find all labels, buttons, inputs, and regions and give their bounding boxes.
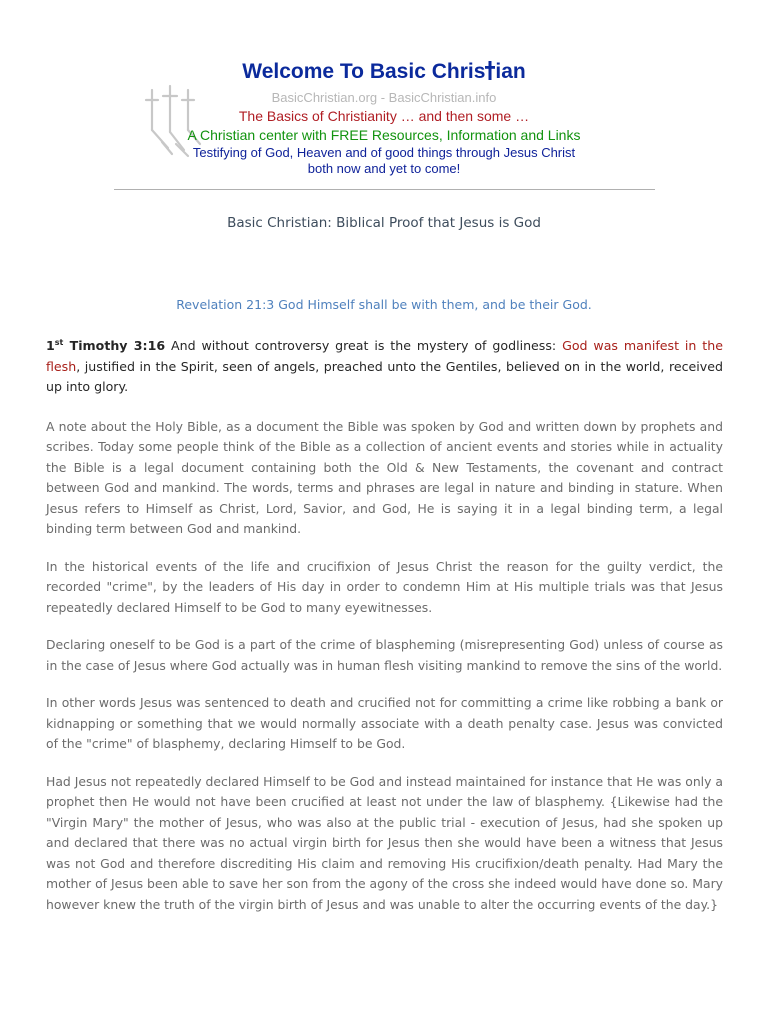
header-divider	[114, 189, 655, 190]
site-header	[0, 0, 768, 200]
site-title: Welcome To Basic Chris ian	[242, 60, 526, 83]
cross-icon	[485, 60, 495, 81]
verse-book: 1st Timothy 3:16	[46, 337, 166, 353]
verse-reference: Revelation 21:3 God Himself shall be with them, and be their God.	[176, 297, 592, 312]
paragraph: In the historical events of the life and crucifixion of Jesus Christ the reason for the guilty verdict, the recorded "crime", by the leaders of His day in order to condemn Him at His multiple trials was that Jesus repeatedly declared Himself to be God to many eyewitnesses.	[46, 558, 723, 615]
document-body	[46, 336, 723, 932]
paragraph: Had Jesus not repeatedly declared Himself to be God and instead maintained for instance that He was only a prophet then He would not have been crucified at least not under the law of blasphemy. {Likewise had the "Virgin Mary" the mother of Jesus, who was also at the public trial - execution of Jesus, had she spoken up and declared that there was no actual virgin birth for Jesus then she would have been a witness that Jesus was not God and therefore discrediting His claim and removing His crucifixion/death penalty. Had Mary the mother of Jesus been able to save her son from the agony of the cross she indeed would have done so. Mary however knew the truth of the virgin birth of Jesus and was unable to alter the occurring events of the day.}	[46, 773, 723, 912]
verse-highlight: God was manifest in the flesh	[46, 338, 723, 374]
lead-verse: 1st Timothy 3:16 And without controversy great is the mystery of godliness: God was manifest in the flesh, justified in the Spirit, seen of angels, preached unto the Gentiles, believed on in the world, received up into glory.	[46, 337, 723, 394]
document-title: Basic Christian: Biblical Proof that Jesus is God	[227, 215, 541, 231]
site-tagline: The Basics of Christianity … and then some …	[238, 108, 530, 124]
site-testify-line-2: both now and yet to come!	[307, 161, 461, 176]
paragraph: Declaring oneself to be God is a part of the crime of blaspheming (misrepresenting God) unless of course as in the case of Jesus where God actually was in human flesh visiting mankind to remove the sins of the world.	[46, 637, 723, 673]
site-testify-line-1: Testifying of God, Heaven and of good things through Jesus Christ	[192, 145, 576, 160]
site-resources-line: A Christian center with FREE Resources, Information and Links	[187, 127, 581, 143]
site-domains: BasicChristian.org - BasicChristian.info	[271, 90, 497, 105]
paragraph: A note about the Holy Bible, as a document the Bible was spoken by God and written down by prophets and scribes. Today some people think of the Bible as a collection of ancient events and stories while in actuality the Bible is a legal document containing both the Old & New Testaments, the covenant and contract between God and mankind. The words, terms and phrases are legal in nature and binding in stature. When Jesus refers to Himself as Christ, Lord, Savior, and God, He is saying it in a legal binding term, a legal binding term between God and mankind.	[46, 418, 723, 536]
paragraph: In other words Jesus was sentenced to death and crucified not for committing a crime like robbing a bank or kidnapping or something that we would normally associate with a death penalty case. Jesus was convicted of the "crime" of blasphemy, declaring Himself to be God.	[46, 695, 723, 751]
